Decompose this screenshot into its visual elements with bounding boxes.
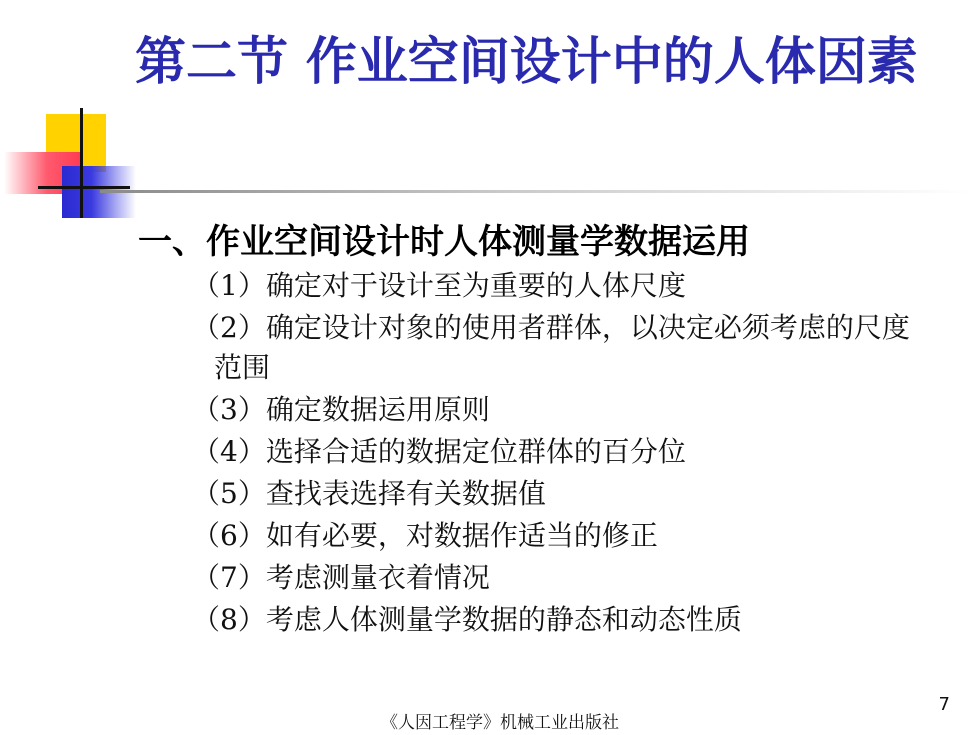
list-item: （5）查找表选择有关数据值 [192,477,546,510]
step-list [192,266,932,642]
list-item: （1）确定对于设计至为重要的人体尺度 [192,269,686,302]
list-item: （6）如有必要，对数据作适当的修正 [192,519,658,552]
list-item: （2）确定设计对象的使用者群体，以决定必须考虑的尺度范围 [192,311,910,384]
decorative-vertical-line [80,108,83,218]
list-item: （7）考虑测量衣着情况 [192,561,490,594]
footer-publisher: 《人因工程学》机械工业出版社 [381,713,619,733]
list-item: （4）选择合适的数据定位群体的百分位 [192,435,686,468]
page-number: 7 [938,694,950,715]
section-heading: 一、作业空间设计时人体测量学数据运用 [138,222,750,262]
list-item: （8）考虑人体测量学数据的静态和动态性质 [192,603,742,636]
list-item: （3）确定数据运用原则 [192,393,490,426]
title-underline-rule [100,190,970,193]
slide-title: 第二节 作业空间设计中的人体因素 [135,32,918,92]
decorative-horizontal-line [38,186,130,189]
